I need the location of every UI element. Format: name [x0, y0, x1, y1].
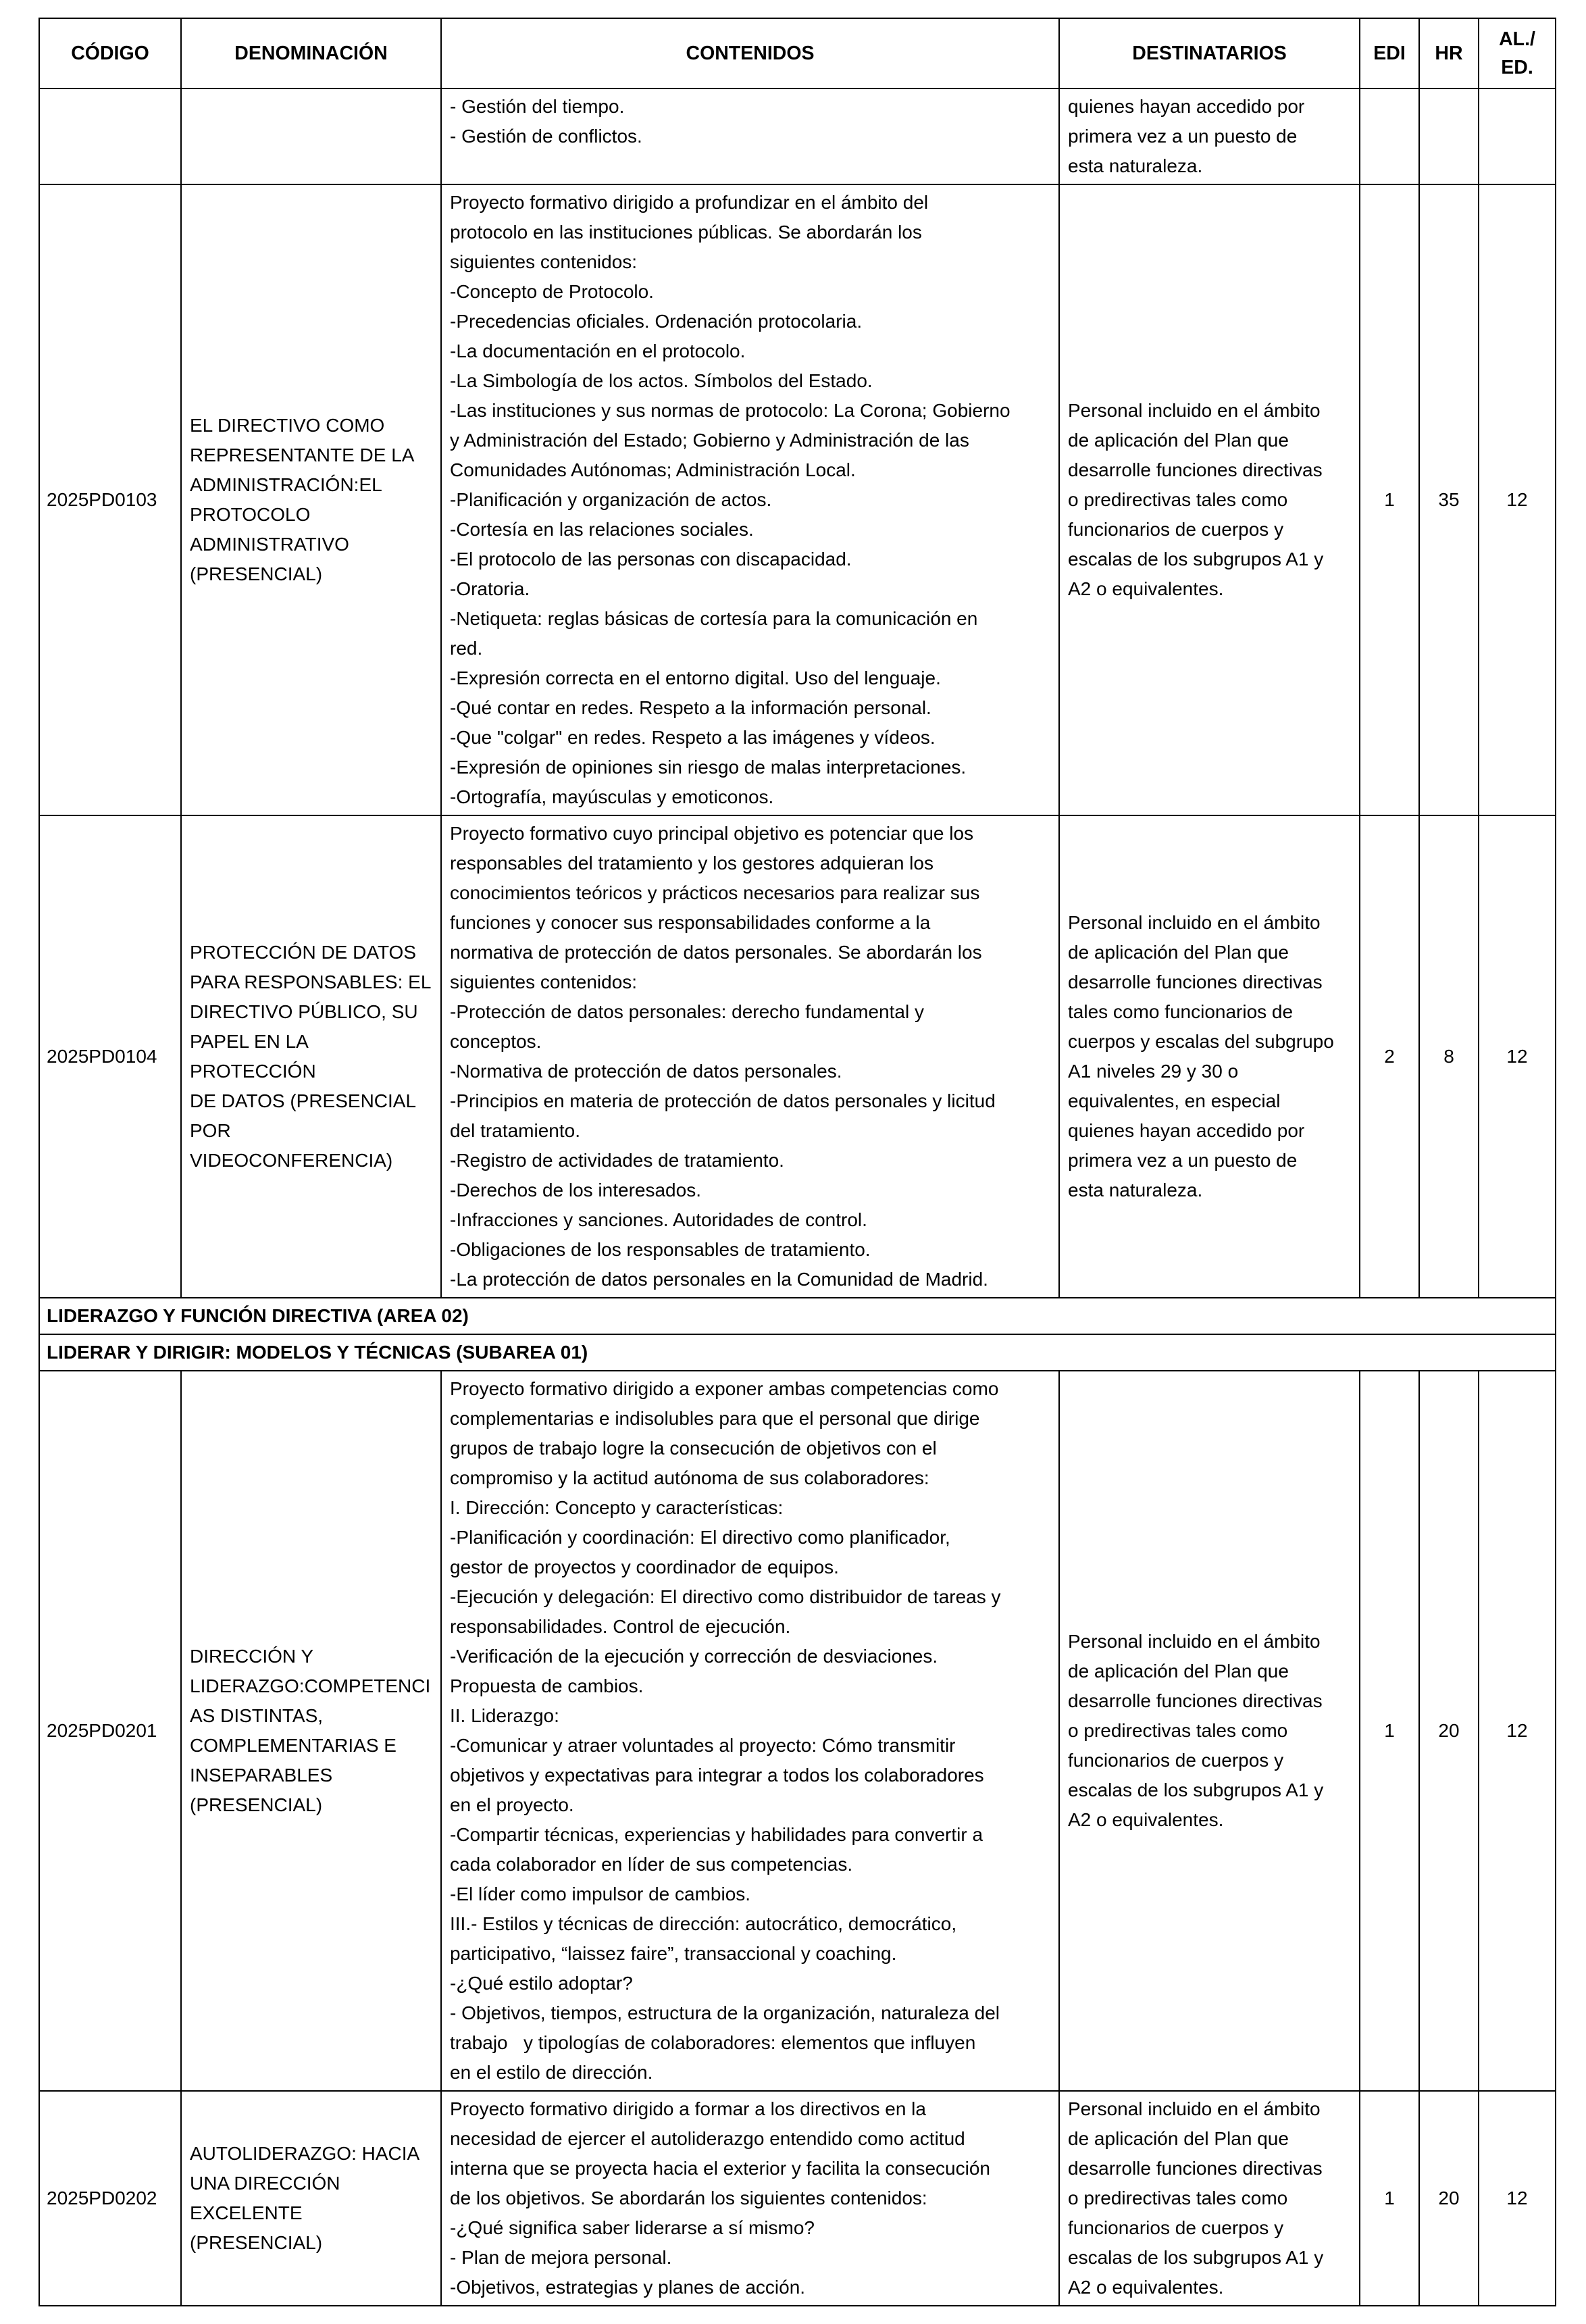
contenidos-cell [441, 89, 1059, 184]
header-edi: EDI [1360, 18, 1419, 89]
text-line: tales como funcionarios de [1068, 1001, 1294, 1022]
text-line: POR VIDEOCONFERENCIA) [190, 1120, 393, 1171]
destinatarios-cell [1059, 815, 1360, 1298]
header-destinatarios: DESTINATARIOS [1059, 18, 1360, 89]
text-line: desarrolle funciones directivas [1068, 971, 1323, 992]
text-line: desarrolle funciones directivas [1068, 459, 1323, 480]
text-line: -Ejecución y delegación: El directivo como distribuidor de tareas y [450, 1586, 1001, 1607]
text-line: de los objetivos. Se abordarán los siguientes contenidos: [450, 2188, 927, 2208]
text-line: -¿Qué estilo adoptar? [450, 1973, 633, 1994]
text-line: interna que se proyecta hacia el exterior y facilita la consecución [450, 2158, 990, 2179]
hr-cell: 20 [1419, 1371, 1479, 2091]
text-line: -Derechos de los interesados. [450, 1180, 701, 1201]
table-row [39, 2091, 1556, 2306]
text-line: en el proyecto. [450, 1794, 574, 1815]
text-line: Proyecto formativo cuyo principal objetivo es potenciar que los [450, 823, 974, 844]
codigo-cell: 2025PD0104 [39, 815, 181, 1298]
text-line: funcionarios de cuerpos y [1068, 1750, 1284, 1771]
text-line: -La protección de datos personales en la Comunidad de Madrid. [450, 1269, 988, 1290]
destinatarios-cell [1059, 1371, 1360, 2091]
text-line: -Principios en materia de protección de datos personales y licitud [450, 1090, 996, 1111]
text-line: -Ortografía, mayúsculas y emoticonos. [450, 786, 774, 807]
text-line: -Concepto de Protocolo. [450, 281, 654, 302]
text-line: y Administración del Estado; Gobierno y Administración de las [450, 430, 969, 451]
destinatarios-cell [1059, 184, 1360, 815]
header-al-ed: AL./ ED. [1479, 18, 1556, 89]
edi-cell: 1 [1360, 184, 1419, 815]
edi-cell: 1 [1360, 2091, 1419, 2306]
text-line: - Objetivos, tiempos, estructura de la organización, naturaleza del [450, 2002, 1000, 2023]
text-line: PROTECCIÓN DE DATOS [190, 942, 417, 963]
text-line: red. [450, 638, 483, 659]
text-line: Proyecto formativo dirigido a profundizar en el ámbito del [450, 192, 929, 213]
text-line: normativa de protección de datos personales. Se abordarán los [450, 942, 982, 963]
destinatarios-cell [1059, 2091, 1360, 2306]
codigo-cell: 2025PD0202 [39, 2091, 181, 2306]
text-line: Proyecto formativo dirigido a formar a los directivos en la [450, 2098, 926, 2119]
codigo-cell: 2025PD0201 [39, 1371, 181, 2091]
text-line: REPRESENTANTE DE LA [190, 445, 415, 465]
text-line: PARA RESPONSABLES: EL [190, 971, 432, 992]
text-line: -El líder como impulsor de cambios. [450, 1884, 751, 1904]
subarea-heading: LIDERAR Y DIRIGIR: MODELOS Y TÉCNICAS (SUBAREA 01) [39, 1334, 1556, 1371]
text-line: o predirectivas tales como [1068, 1720, 1288, 1741]
denominacion-cell [181, 1371, 441, 2091]
denominacion-cell [181, 2091, 441, 2306]
text-line: de aplicación del Plan que [1068, 1661, 1289, 1682]
text-line: -Obligaciones de los responsables de tratamiento. [450, 1239, 871, 1260]
contenidos-cell [441, 2091, 1059, 2306]
hr-cell: 35 [1419, 184, 1479, 815]
text-line: -Precedencias oficiales. Ordenación protocolaria. [450, 311, 863, 332]
text-line: - Gestión de conflictos. [450, 126, 642, 147]
text-line: -Las instituciones y sus normas de protocolo: La Corona; Gobierno [450, 400, 1011, 421]
text-line: de aplicación del Plan que [1068, 2128, 1289, 2149]
edi-cell [1360, 89, 1419, 184]
text-line: equivalentes, en especial [1068, 1090, 1281, 1111]
text-line: quienes hayan accedido por [1068, 1120, 1305, 1141]
edi-cell: 1 [1360, 1371, 1419, 2091]
text-line: trabajo y tipologías de colaboradores: elementos que influyen [450, 2032, 976, 2053]
text-line: -Expresión correcta en el entorno digital. Uso del lenguaje. [450, 667, 941, 688]
text-line: grupos de trabajo logre la consecución de objetivos con el [450, 1438, 937, 1459]
text-line: esta naturaleza. [1068, 1180, 1203, 1201]
text-line: - Plan de mejora personal. [450, 2247, 672, 2268]
text-line: gestor de proyectos y coordinador de equipos. [450, 1557, 839, 1577]
denominacion-cell [181, 184, 441, 815]
text-line: INSEPARABLES [190, 1765, 333, 1786]
edi-cell: 2 [1360, 815, 1419, 1298]
text-line: -Cortesía en las relaciones sociales. [450, 519, 754, 540]
text-line: de aplicación del Plan que [1068, 430, 1289, 451]
text-line: -Registro de actividades de tratamiento. [450, 1150, 784, 1171]
text-line: -Normativa de protección de datos personales. [450, 1061, 842, 1082]
text-line: Personal incluido en el ámbito [1068, 400, 1321, 421]
text-line: escalas de los subgrupos A1 y [1068, 1779, 1324, 1800]
text-line: participativo, “laissez faire”, transaccional y coaching. [450, 1943, 897, 1964]
area-heading: LIDERAZGO Y FUNCIÓN DIRECTIVA (AREA 02) [39, 1298, 1556, 1334]
text-line: AS DISTINTAS, [190, 1705, 324, 1726]
header-denominacion: DENOMINACIÓN [181, 18, 441, 89]
text-line: escalas de los subgrupos A1 y [1068, 2247, 1324, 2268]
text-line: Proyecto formativo dirigido a exponer ambas competencias como [450, 1378, 999, 1399]
text-line: A2 o equivalentes. [1068, 578, 1224, 599]
text-line: conocimientos teóricos y prácticos necesarios para realizar sus [450, 882, 980, 903]
text-line: siguientes contenidos: [450, 971, 638, 992]
table-row [39, 815, 1556, 1298]
text-line: ADMINISTRACIÓN:EL [190, 474, 382, 495]
header-codigo: CÓDIGO [39, 18, 181, 89]
al-ed-cell [1479, 89, 1556, 184]
text-line: -El protocolo de las personas con discapacidad. [450, 549, 852, 570]
denominacion-cell [181, 815, 441, 1298]
text-line: LIDERAZGO:COMPETENCI [190, 1675, 431, 1696]
area-heading-row [39, 1298, 1556, 1334]
text-line: EL DIRECTIVO COMO [190, 415, 385, 436]
text-line: I. Dirección: Concepto y características: [450, 1497, 784, 1518]
text-line: -Expresión de opiniones sin riesgo de malas interpretaciones. [450, 757, 967, 778]
courses-table [39, 18, 1556, 2306]
al-ed-cell: 12 [1479, 815, 1556, 1298]
text-line: cuerpos y escalas del subgrupo [1068, 1031, 1334, 1052]
text-line: siguientes contenidos: [450, 251, 638, 272]
text-line: -La Simbología de los actos. Símbolos del Estado. [450, 370, 873, 391]
contenidos-cell [441, 815, 1059, 1298]
text-line: -Planificación y coordinación: El directivo como planificador, [450, 1527, 950, 1548]
contenidos-cell [441, 1371, 1059, 2091]
codigo-cell [39, 89, 181, 184]
text-line: -Verificación de la ejecución y corrección de desviaciones. [450, 1646, 938, 1667]
text-line: en el estilo de dirección. [450, 2062, 653, 2083]
text-line: A1 niveles 29 y 30 o [1068, 1061, 1239, 1082]
text-line: DIRECTIVO PÚBLICO, SU [190, 1001, 418, 1022]
text-line: Personal incluido en el ámbito [1068, 912, 1321, 933]
text-line: Personal incluido en el ámbito [1068, 1631, 1321, 1652]
table-row [39, 184, 1556, 815]
text-line: -Netiqueta: reglas básicas de cortesía para la comunicación en [450, 608, 978, 629]
text-line: -Comunicar y atraer voluntades al proyecto: Cómo transmitir [450, 1735, 956, 1756]
text-line: escalas de los subgrupos A1 y [1068, 549, 1324, 570]
text-line: esta naturaleza. [1068, 155, 1203, 176]
text-line: A2 o equivalentes. [1068, 2277, 1224, 2298]
text-line: DE DATOS (PRESENCIAL [190, 1090, 417, 1111]
al-ed-cell: 12 [1479, 184, 1556, 815]
text-line: compromiso y la actitud autónoma de sus colaboradores: [450, 1467, 929, 1488]
header-contenidos: CONTENIDOS [441, 18, 1059, 89]
text-line: A2 o equivalentes. [1068, 1809, 1224, 1830]
text-line: UNA DIRECCIÓN [190, 2173, 340, 2194]
text-line: objetivos y expectativas para integrar a todos los colaboradores [450, 1765, 984, 1786]
text-line: funcionarios de cuerpos y [1068, 2217, 1284, 2238]
text-line: Personal incluido en el ámbito [1068, 2098, 1321, 2119]
text-line: necesidad de ejercer el autoliderazgo entendido como actitud [450, 2128, 965, 2149]
text-line: ADMINISTRATIVO [190, 534, 349, 555]
text-line: -Objetivos, estrategias y planes de acción. [450, 2277, 806, 2298]
text-line: DIRECCIÓN Y [190, 1646, 314, 1667]
text-line: -Que "colgar" en redes. Respeto a las imágenes y vídeos. [450, 727, 936, 748]
text-line: o predirectivas tales como [1068, 2188, 1288, 2208]
text-line: protocolo en las instituciones públicas. Se abordarán los [450, 222, 922, 243]
contenidos-cell [441, 184, 1059, 815]
text-line: -Planificación y organización de actos. [450, 489, 772, 510]
text-line: PAPEL EN LA PROTECCIÓN [190, 1031, 316, 1082]
text-line: cada colaborador en líder de sus competencias. [450, 1854, 853, 1875]
text-line: o predirectivas tales como [1068, 489, 1288, 510]
text-line: - Gestión del tiempo. [450, 96, 625, 117]
table-row [39, 89, 1556, 184]
text-line: responsables del tratamiento y los gestores adquieran los [450, 853, 933, 874]
text-line: desarrolle funciones directivas [1068, 2158, 1323, 2179]
hr-cell: 8 [1419, 815, 1479, 1298]
hr-cell [1419, 89, 1479, 184]
text-line: funciones y conocer sus responsabilidades conforme a la [450, 912, 931, 933]
text-line: -Oratoria. [450, 578, 530, 599]
subarea-heading-row [39, 1334, 1556, 1371]
text-line: (PRESENCIAL) [190, 1794, 323, 1815]
text-line: (PRESENCIAL) [190, 563, 323, 584]
codigo-cell: 2025PD0103 [39, 184, 181, 815]
table-row [39, 1371, 1556, 2091]
text-line: complementarias e indisolubles para que el personal que dirige [450, 1408, 980, 1429]
text-line: de aplicación del Plan que [1068, 942, 1289, 963]
text-line: funcionarios de cuerpos y [1068, 519, 1284, 540]
text-line: conceptos. [450, 1031, 542, 1052]
text-line: AUTOLIDERAZGO: HACIA [190, 2143, 420, 2164]
al-ed-cell: 12 [1479, 1371, 1556, 2091]
text-line: primera vez a un puesto de [1068, 126, 1298, 147]
text-line: quienes hayan accedido por [1068, 96, 1305, 117]
text-line: EXCELENTE (PRESENCIAL) [190, 2202, 323, 2253]
text-line: Propuesta de cambios. [450, 1675, 644, 1696]
text-line: -Qué contar en redes. Respeto a la información personal. [450, 697, 931, 718]
document-page [39, 18, 1555, 2306]
header-hr: HR [1419, 18, 1479, 89]
text-line: del tratamiento. [450, 1120, 580, 1141]
hr-cell: 20 [1419, 2091, 1479, 2306]
text-line: -La documentación en el protocolo. [450, 340, 746, 361]
text-line: PROTOCOLO [190, 504, 311, 525]
text-line: COMPLEMENTARIAS E [190, 1735, 396, 1756]
text-line: -Infracciones y sanciones. Autoridades de control. [450, 1209, 867, 1230]
text-line: -¿Qué significa saber liderarse a sí mismo? [450, 2217, 815, 2238]
text-line: Comunidades Autónomas; Administración Local. [450, 459, 856, 480]
al-ed-cell: 12 [1479, 2091, 1556, 2306]
text-line: desarrolle funciones directivas [1068, 1690, 1323, 1711]
text-line: III.- Estilos y técnicas de dirección: autocrático, democrático, [450, 1913, 957, 1934]
text-line: II. Liderazgo: [450, 1705, 559, 1726]
destinatarios-cell [1059, 89, 1360, 184]
header-row [39, 18, 1556, 89]
text-line: primera vez a un puesto de [1068, 1150, 1298, 1171]
text-line: -Protección de datos personales: derecho fundamental y [450, 1001, 924, 1022]
text-line: -Compartir técnicas, experiencias y habilidades para convertir a [450, 1824, 983, 1845]
text-line: responsabilidades. Control de ejecución. [450, 1616, 791, 1637]
denominacion-cell [181, 89, 441, 184]
